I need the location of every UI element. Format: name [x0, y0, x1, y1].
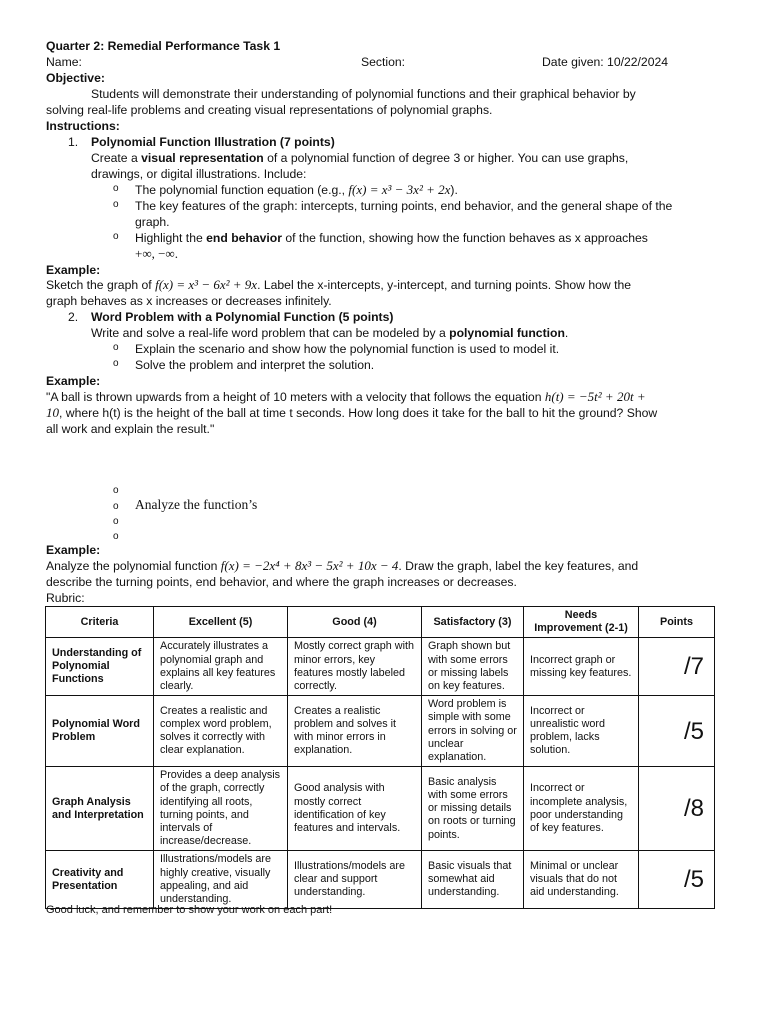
item2-title: Word Problem with a Polynomial Function (5 points) [91, 310, 394, 324]
rubric-excellent-cell: Accurately illustrates a polynomial graph and explains all key features clearly. [154, 638, 288, 696]
item1-bullet-features-line1: The key features of the graph: intercepts, turning points, end behavior, and the general shape of the [135, 199, 673, 213]
example2-line1: "A ball is thrown upwards from a height of 10 meters with a velocity that follows the equation h(t) = −5t² + 20t + [46, 389, 646, 404]
example2-line3: all work and explain the result." [46, 422, 215, 436]
objective-text-line1: Students will demonstrate their understanding of polynomial functions and their graphical behavior by [91, 87, 636, 101]
name-label: Name: [46, 55, 82, 69]
rubric-excellent-cell: Provides a deep analysis of the graph, correctly identifying all roots, turning points, and intervals of increase/decrease. [154, 767, 288, 851]
item1-description-line2: drawings, or digital illustrations. Include: [91, 167, 307, 181]
rubric-points-cell: /7 [639, 638, 715, 696]
objective-heading: Objective: [46, 71, 105, 85]
rubric-needs-cell: Incorrect graph or missing key features. [524, 638, 639, 696]
item1-description-line1: Create a visual representation of a polynomial function of degree 3 or higher. You can use graphs, [91, 151, 629, 165]
rubric-header-good: Good (4) [288, 607, 422, 638]
rubric-needs-cell: Minimal or unclear visuals that do not aid understanding. [524, 851, 639, 909]
item1-title: Polynomial Function Illustration (7 points) [91, 135, 335, 149]
rubric-header-points: Points [639, 607, 715, 638]
example2-line2: 10, where h(t) is the height of the ball at time t seconds. How long does it take for the ball to hit the ground? Show [46, 405, 658, 420]
rubric-table [45, 606, 715, 909]
rubric-label: Rubric: [46, 591, 85, 605]
bullet-marker: o [113, 516, 119, 527]
footer-note: Good luck, and remember to show your work on each part! [46, 904, 333, 916]
item1-bullet-endbehavior-line2: +∞, −∞. [135, 246, 178, 261]
table-row [46, 696, 715, 767]
rubric-needs-cell: Incorrect or incomplete analysis, poor understanding of key features. [524, 767, 639, 851]
rubric-header-excellent: Excellent (5) [154, 607, 288, 638]
table-row [46, 638, 715, 696]
item2-number: 2. [68, 310, 79, 324]
rubric-criteria-cell: Polynomial Word Problem [46, 696, 154, 767]
example1-heading: Example: [46, 263, 101, 277]
rubric-satisfactory-cell: Basic analysis with some errors or missing details on roots or turning points. [422, 767, 524, 851]
rubric-needs-cell: Incorrect or unrealistic word problem, lacks solution. [524, 696, 639, 767]
item2-bullet1: Explain the scenario and show how the polynomial function is used to model it. [135, 342, 560, 356]
example3-heading: Example: [46, 543, 101, 557]
rubric-points-cell: /5 [639, 696, 715, 767]
rubric-points-cell: /5 [639, 851, 715, 909]
item1-bullet-equation: The polynomial function equation (e.g., f(x) = x³ − 3x² + 2x). [135, 182, 458, 197]
bullet-marker: o [113, 531, 119, 542]
bullet-marker: o [113, 199, 119, 210]
item1-number: 1. [68, 135, 79, 149]
bullet-marker: o [113, 183, 119, 194]
example3-line1: Analyze the polynomial function f(x) = −2x⁴ + 8x³ − 5x² + 10x − 4. Draw the graph, label the key features, and [46, 558, 639, 573]
rubric-excellent-cell: Creates a realistic and complex word problem, solves it correctly with clear explanation. [154, 696, 288, 767]
example2-heading: Example: [46, 374, 101, 388]
rubric-satisfactory-cell: Word problem is simple with some errors in solving or unclear explanation. [422, 696, 524, 767]
rubric-good-cell: Good analysis with mostly correct identification of key features and intervals. [288, 767, 422, 851]
rubric-header-satisfactory: Satisfactory (3) [422, 607, 524, 638]
item2-description: Write and solve a real-life word problem that can be modeled by a polynomial function. [91, 326, 569, 340]
rubric-header-row [46, 607, 715, 638]
example1-line1: Sketch the graph of f(x) = x³ − 6x² + 9x. Label the x-intercepts, y-intercept, and turning points. Show how the [46, 277, 632, 292]
date-given: Date given: 10/22/2024 [542, 55, 669, 69]
rubric-good-cell: Mostly correct graph with minor errors, key features mostly labeled correctly. [288, 638, 422, 696]
rubric-excellent-cell: Illustrations/models are highly creative, visually appealing, and aid understanding. [154, 851, 288, 909]
rubric-good-cell: Creates a realistic problem and solves it with minor errors in explanation. [288, 696, 422, 767]
rubric-good-cell: Illustrations/models are clear and support understanding. [288, 851, 422, 909]
example3-line2: describe the turning points, end behavior, and where the graph increases or decreases. [46, 575, 517, 589]
rubric-satisfactory-cell: Graph shown but with some errors or missing labels on key features. [422, 638, 524, 696]
rubric-header-criteria: Criteria [46, 607, 154, 638]
section-label: Section: [361, 55, 406, 69]
bullet-marker: o [113, 358, 119, 369]
instructions-heading: Instructions: [46, 119, 120, 133]
rubric-header-needs-improvement: Needs Improvement (2-1) [524, 607, 639, 638]
bullet-marker: o [113, 485, 119, 496]
table-row [46, 851, 715, 909]
rubric-criteria-cell: Understanding of Polynomial Functions [46, 638, 154, 696]
item2-bullet2: Solve the problem and interpret the solution. [135, 358, 375, 372]
item1-bullet-features-line2: graph. [135, 215, 170, 229]
rubric-criteria-cell: Creativity and Presentation [46, 851, 154, 909]
example1-line2: graph behaves as x increases or decreases infinitely. [46, 294, 332, 308]
table-row [46, 767, 715, 851]
rubric-criteria-cell: Graph Analysis and Interpretation [46, 767, 154, 851]
bullet-marker: o [113, 501, 119, 512]
document-title: Quarter 2: Remedial Performance Task 1 [46, 39, 281, 53]
objective-text-line2: solving real-life problems and creating visual representations of polynomial graphs. [46, 103, 493, 117]
item1-bullet-endbehavior-line1: Highlight the end behavior of the function, showing how the function behaves as x approaches [135, 231, 648, 245]
analyze-function-bullet: Analyze the function’s [135, 497, 258, 512]
rubric-satisfactory-cell: Basic visuals that somewhat aid understanding. [422, 851, 524, 909]
bullet-marker: o [113, 231, 119, 242]
bullet-marker: o [113, 342, 119, 353]
rubric-points-cell: /8 [639, 767, 715, 851]
